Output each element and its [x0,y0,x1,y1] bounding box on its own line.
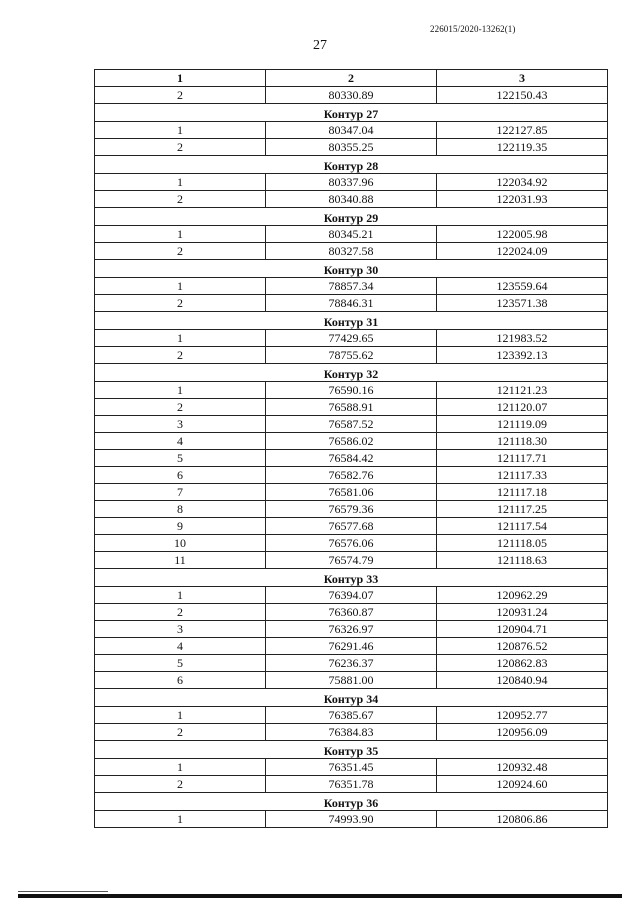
table-row [95,776,608,793]
point-number-cell: 1 [95,811,266,828]
contour-header-row [95,741,608,759]
point-number-cell: 1 [95,330,266,347]
contour-header-row [95,793,608,811]
x-coordinate-cell: 76351.78 [266,776,437,793]
x-coordinate-cell: 76574.79 [266,552,437,569]
point-number-cell: 2 [95,724,266,741]
point-number-cell: 2 [95,243,266,260]
x-coordinate-cell: 76581.06 [266,484,437,501]
y-coordinate-cell: 120931.24 [437,604,608,621]
x-coordinate-cell: 80327.58 [266,243,437,260]
point-number-cell: 9 [95,518,266,535]
x-coordinate-cell: 76351.45 [266,759,437,776]
point-number-cell: 2 [95,776,266,793]
y-coordinate-cell: 121983.52 [437,330,608,347]
y-coordinate-cell: 121119.09 [437,416,608,433]
y-coordinate-cell: 122150.43 [437,87,608,104]
x-coordinate-cell: 76584.42 [266,450,437,467]
table-row [95,330,608,347]
y-coordinate-cell: 120876.52 [437,638,608,655]
contour-title: Контур 34 [95,689,608,707]
y-coordinate-cell: 121118.30 [437,433,608,450]
point-number-cell: 7 [95,484,266,501]
column-header: 1 [95,70,266,87]
contour-header-row [95,156,608,174]
x-coordinate-cell: 76577.68 [266,518,437,535]
y-coordinate-cell: 121117.33 [437,467,608,484]
point-number-cell: 2 [95,191,266,208]
x-coordinate-cell: 80355.25 [266,139,437,156]
table-row [95,707,608,724]
x-coordinate-cell: 76587.52 [266,416,437,433]
table-row [95,243,608,260]
table-row [95,518,608,535]
contour-header-row [95,208,608,226]
table-row [95,638,608,655]
y-coordinate-cell: 122119.35 [437,139,608,156]
x-coordinate-cell: 76291.46 [266,638,437,655]
x-coordinate-cell: 80347.04 [266,122,437,139]
point-number-cell: 11 [95,552,266,569]
point-number-cell: 1 [95,122,266,139]
table-row [95,655,608,672]
table-row [95,759,608,776]
point-number-cell: 3 [95,621,266,638]
point-number-cell: 1 [95,707,266,724]
x-coordinate-cell: 76586.02 [266,433,437,450]
contour-title: Контур 30 [95,260,608,278]
contour-title: Контур 36 [95,793,608,811]
y-coordinate-cell: 121117.18 [437,484,608,501]
point-number-cell: 2 [95,399,266,416]
table-row [95,382,608,399]
table-row [95,226,608,243]
contour-header-row [95,260,608,278]
table-row [95,450,608,467]
table-row [95,467,608,484]
table-row [95,416,608,433]
contour-header-row [95,569,608,587]
y-coordinate-cell: 122024.09 [437,243,608,260]
y-coordinate-cell: 123392.13 [437,347,608,364]
y-coordinate-cell: 122005.98 [437,226,608,243]
table-row [95,535,608,552]
contour-title: Контур 33 [95,569,608,587]
y-coordinate-cell: 120862.83 [437,655,608,672]
point-number-cell: 1 [95,587,266,604]
x-coordinate-cell: 76579.36 [266,501,437,518]
table-header-row [95,70,608,87]
footer-thin-rule [18,891,108,892]
point-number-cell: 4 [95,433,266,450]
point-number-cell: 3 [95,416,266,433]
column-header: 2 [266,70,437,87]
x-coordinate-cell: 74993.90 [266,811,437,828]
table-row [95,347,608,364]
y-coordinate-cell: 121117.25 [437,501,608,518]
x-coordinate-cell: 76394.07 [266,587,437,604]
contour-title: Контур 28 [95,156,608,174]
x-coordinate-cell: 76326.97 [266,621,437,638]
coordinates-table [94,69,608,828]
table-row [95,501,608,518]
contour-title: Контур 35 [95,741,608,759]
point-number-cell: 2 [95,295,266,312]
y-coordinate-cell: 122127.85 [437,122,608,139]
table-row [95,484,608,501]
point-number-cell: 10 [95,535,266,552]
x-coordinate-cell: 76384.83 [266,724,437,741]
y-coordinate-cell: 120962.29 [437,587,608,604]
x-coordinate-cell: 80337.96 [266,174,437,191]
x-coordinate-cell: 80330.89 [266,87,437,104]
y-coordinate-cell: 120840.94 [437,672,608,689]
table-row [95,278,608,295]
y-coordinate-cell: 122031.93 [437,191,608,208]
point-number-cell: 1 [95,382,266,399]
y-coordinate-cell: 121118.63 [437,552,608,569]
point-number-cell: 6 [95,672,266,689]
y-coordinate-cell: 120806.86 [437,811,608,828]
point-number-cell: 2 [95,87,266,104]
table-row [95,724,608,741]
point-number-cell: 2 [95,139,266,156]
point-number-cell: 4 [95,638,266,655]
x-coordinate-cell: 76385.67 [266,707,437,724]
x-coordinate-cell: 76588.91 [266,399,437,416]
y-coordinate-cell: 121121.23 [437,382,608,399]
y-coordinate-cell: 123571.38 [437,295,608,312]
contour-title: Контур 32 [95,364,608,382]
y-coordinate-cell: 123559.64 [437,278,608,295]
table-row [95,191,608,208]
footer-rule [18,894,622,898]
x-coordinate-cell: 76590.16 [266,382,437,399]
point-number-cell: 8 [95,501,266,518]
table-row [95,139,608,156]
table-row [95,87,608,104]
table-row [95,672,608,689]
table-row [95,604,608,621]
x-coordinate-cell: 78755.62 [266,347,437,364]
contour-title: Контур 29 [95,208,608,226]
point-number-cell: 6 [95,467,266,484]
table-row [95,122,608,139]
y-coordinate-cell: 122034.92 [437,174,608,191]
point-number-cell: 1 [95,174,266,191]
contour-header-row [95,689,608,707]
y-coordinate-cell: 120932.48 [437,759,608,776]
table-body [95,87,608,828]
point-number-cell: 2 [95,604,266,621]
contour-title: Контур 31 [95,312,608,330]
document-id: 226015/2020-13262(1) [430,24,516,34]
y-coordinate-cell: 121118.05 [437,535,608,552]
x-coordinate-cell: 76576.06 [266,535,437,552]
point-number-cell: 5 [95,450,266,467]
table-row [95,399,608,416]
x-coordinate-cell: 80340.88 [266,191,437,208]
y-coordinate-cell: 120924.60 [437,776,608,793]
table-row [95,621,608,638]
y-coordinate-cell: 121117.71 [437,450,608,467]
contour-header-row [95,312,608,330]
x-coordinate-cell: 75881.00 [266,672,437,689]
table-row [95,587,608,604]
table-row [95,174,608,191]
table-row [95,811,608,828]
point-number-cell: 2 [95,347,266,364]
x-coordinate-cell: 78846.31 [266,295,437,312]
column-header: 3 [437,70,608,87]
x-coordinate-cell: 77429.65 [266,330,437,347]
y-coordinate-cell: 121120.07 [437,399,608,416]
y-coordinate-cell: 121117.54 [437,518,608,535]
point-number-cell: 5 [95,655,266,672]
y-coordinate-cell: 120904.71 [437,621,608,638]
point-number-cell: 1 [95,226,266,243]
x-coordinate-cell: 76236.37 [266,655,437,672]
table-row [95,433,608,450]
table-row [95,295,608,312]
table-row [95,552,608,569]
page-number: 27 [313,38,327,53]
point-number-cell: 1 [95,759,266,776]
x-coordinate-cell: 78857.34 [266,278,437,295]
y-coordinate-cell: 120956.09 [437,724,608,741]
contour-title: Контур 27 [95,104,608,122]
contour-header-row [95,104,608,122]
x-coordinate-cell: 80345.21 [266,226,437,243]
y-coordinate-cell: 120952.77 [437,707,608,724]
contour-header-row [95,364,608,382]
x-coordinate-cell: 76582.76 [266,467,437,484]
point-number-cell: 1 [95,278,266,295]
x-coordinate-cell: 76360.87 [266,604,437,621]
